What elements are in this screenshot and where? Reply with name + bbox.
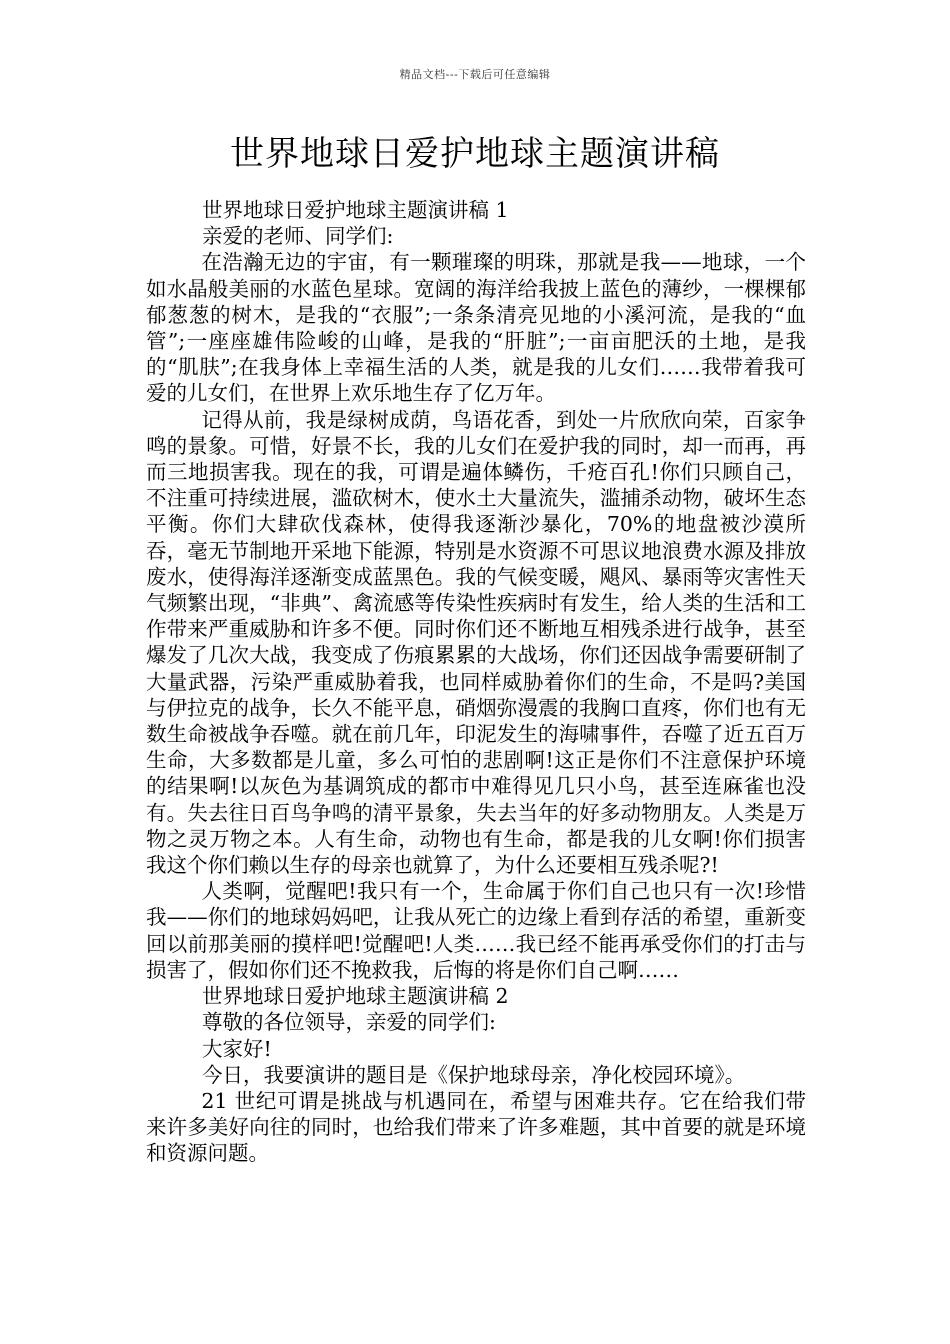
paragraph: 21 世纪可谓是挑战与机遇同在，希望与困难共存。它在给我们带来许多美好向往的同时，也给我们带来了许多难题，其中首要的就是环境和资源问题。	[146, 1088, 806, 1166]
salutation-1: 亲爱的老师、同学们:	[202, 224, 394, 249]
document-body	[146, 197, 806, 1167]
speech-topic: 今日，我要演讲的题目是《保护地球母亲，净化校园环境》。	[202, 1062, 746, 1087]
speech-heading-2: 世界地球日爱护地球主题演讲稿 2	[202, 984, 509, 1009]
paragraph: 记得从前，我是绿树成荫，鸟语花香，到处一片欣欣向荣，百家争鸣的景象。可惜，好景不长，我的儿女们在爱护我的同时，却一而再，再而三地损害我。现在的我，可谓是遍体鳞伤，千疮百孔!你们只顾自己，不注重可持续进展，滥砍树木，使水土大量流失，滥捕杀动物，破坏生态平衡。你们大肆砍伐森林，使得我逐渐沙暴化，70%的地盘被沙漠所吞，毫无节制地开采地下能源，特别是水资源不可思议地浪费水源及排放废水，使得海洋逐渐变成蓝黑色。我的气候变暖，飓风、暴雨等灾害性天气频繁出现，“非典”、禽流感等传染性疾病时有发生，给人类的生活和工作带来严重威胁和许多不便。同时你们还不断地互相残杀进行战争，甚至爆发了几次大战，我变成了伤痕累累的大战场，你们还因战争需要研制了大量武器，污染严重威胁着我，也同样威胁着你们的生命，不是吗?美国与伊拉克的战争，长久不能平息，硝烟弥漫震的我胸口直疼，你们也有无数生命被战争吞噬。就在前几年，印泥发生的海啸事件，吞噬了近五百万生命，大多数都是儿童，多么可怕的悲剧啊!这正是你们不注意保护环境的结果啊!以灰色为基调筑成的都市中难得见几只小鸟，甚至连麻雀也没有。失去往日百鸟争鸣的清平景象，失去当年的好多动物朋友。人类是万物之灵万物之本。人有生命，动物也有生命，都是我的儿女啊!你们损害我这个你们赖以生存的母亲也就算了，为什么还要相互残杀呢?!	[146, 407, 806, 878]
paragraph: 人类啊，觉醒吧!我只有一个，生命属于你们自己也只有一次!珍惜我——你们的地球妈妈吧，让我从死亡的边缘上看到存活的希望，重新变回以前那美丽的摸样吧!觉醒吧!人类……我已经不能再承受你们的打击与损害了，假如你们还不挽救我，后悔的将是你们自己啊……	[146, 879, 806, 982]
salutation-2: 尊敬的各位领导，亲爱的同学们:	[202, 1010, 496, 1035]
paragraph: 在浩瀚无边的宇宙，有一颗璀璨的明珠，那就是我——地球，一个如水晶般美丽的水蓝色星球。宽阔的海洋给我披上蓝色的薄纱，一棵棵郁郁葱葱的树木，是我的“衣服”;一条条清亮见地的小溪河流，是我的“血管”;一座座雄伟险峻的山峰，是我的“肝脏”;一亩亩肥沃的土地，是我的“肌肤”;在我身体上幸福生活的人类，就是我的儿女们……我带着我可爱的儿女们，在世界上欢乐地生存了亿万年。	[146, 250, 806, 406]
speech-heading-1: 世界地球日爱护地球主题演讲稿 1	[202, 198, 509, 222]
document-title: 世界地球日爱护地球主题演讲稿	[230, 134, 720, 174]
header-note: 精品文档---下载后可任意编辑	[399, 68, 551, 81]
greeting: 大家好!	[202, 1036, 272, 1061]
